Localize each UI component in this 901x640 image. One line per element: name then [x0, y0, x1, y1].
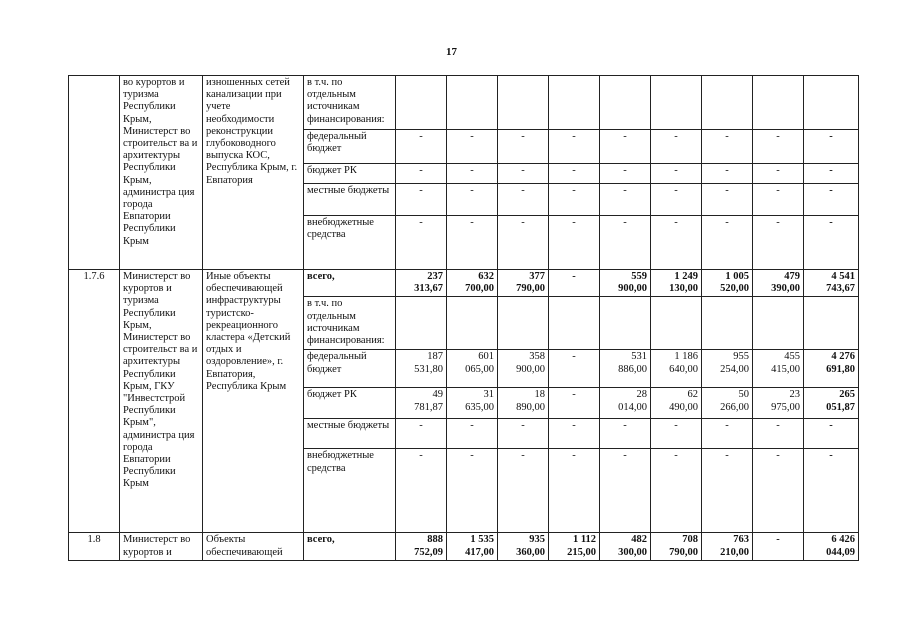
- amount-cell: -: [651, 130, 702, 164]
- table-row: [69, 270, 859, 297]
- amount-cell: [651, 76, 702, 130]
- amount-cell: 18 890,00: [498, 388, 549, 419]
- amount-cell: -: [549, 184, 600, 216]
- table-row: [69, 533, 859, 560]
- funding-source-label: федеральный бюджет: [304, 130, 396, 164]
- amount-cell: 358 900,00: [498, 350, 549, 388]
- object-cell: изношенных сетей канализации при учете необходимости реконструкции глубоководного выпуска КОС, Республика Крым, г. Евпатория: [203, 76, 304, 270]
- amount-cell: -: [651, 216, 702, 270]
- amount-cell: -: [600, 449, 651, 533]
- amount-cell: -: [396, 216, 447, 270]
- amount-cell: -: [549, 164, 600, 184]
- item-number: 1.8: [69, 533, 120, 560]
- amount-cell: -: [396, 449, 447, 533]
- amount-cell: 479 390,00: [753, 270, 804, 297]
- amount-cell: -: [753, 130, 804, 164]
- amount-cell: -: [702, 419, 753, 449]
- amount-cell: -: [549, 449, 600, 533]
- amount-cell: -: [753, 449, 804, 533]
- amount-cell: -: [549, 216, 600, 270]
- page-number: 17: [446, 46, 457, 58]
- amount-cell: 601 065,00: [447, 350, 498, 388]
- amount-cell: -: [804, 164, 859, 184]
- funding-source-label: в т.ч. по отдельным источникам финансирования:: [304, 297, 396, 350]
- funding-source-label: внебюджетные средства: [304, 449, 396, 533]
- funding-source-label: внебюджетные средства: [304, 216, 396, 270]
- amount-cell: [651, 297, 702, 350]
- amount-cell: 4 541 743,67: [804, 270, 859, 297]
- amount-cell: -: [396, 164, 447, 184]
- amount-cell: -: [549, 350, 600, 388]
- amount-cell: -: [753, 184, 804, 216]
- funding-source-label: бюджет РК: [304, 164, 396, 184]
- amount-cell: [498, 76, 549, 130]
- amount-cell: 4 276 691,80: [804, 350, 859, 388]
- amount-cell: -: [447, 184, 498, 216]
- amount-cell: [396, 297, 447, 350]
- amount-cell: 187 531,80: [396, 350, 447, 388]
- amount-cell: -: [651, 449, 702, 533]
- amount-cell: -: [804, 419, 859, 449]
- funding-source-label: местные бюджеты: [304, 419, 396, 449]
- amount-cell: [447, 76, 498, 130]
- amount-cell: 531 886,00: [600, 350, 651, 388]
- amount-cell: 1 005 520,00: [702, 270, 753, 297]
- amount-cell: 935 360,00: [498, 533, 549, 560]
- amount-cell: [804, 297, 859, 350]
- amount-cell: 265 051,87: [804, 388, 859, 419]
- amount-cell: -: [549, 130, 600, 164]
- amount-cell: -: [396, 130, 447, 164]
- amount-cell: [447, 297, 498, 350]
- amount-cell: -: [804, 216, 859, 270]
- table-body: [69, 76, 859, 561]
- amount-cell: 50 266,00: [702, 388, 753, 419]
- amount-cell: -: [498, 164, 549, 184]
- amount-cell: -: [753, 216, 804, 270]
- amount-cell: [549, 297, 600, 350]
- amount-cell: -: [702, 164, 753, 184]
- amount-cell: -: [498, 184, 549, 216]
- amount-cell: [753, 76, 804, 130]
- amount-cell: 23 975,00: [753, 388, 804, 419]
- amount-cell: -: [702, 449, 753, 533]
- executor-cell: Министерст во курортов и: [120, 533, 203, 560]
- executor-cell: во курортов и туризма Республики Крым, Министерст во строительст ва и архитектуры Республики Крым, администра ция города Евпатории Республики Крым: [120, 76, 203, 270]
- amount-cell: [702, 297, 753, 350]
- amount-cell: -: [447, 216, 498, 270]
- amount-cell: -: [447, 164, 498, 184]
- amount-cell: -: [804, 184, 859, 216]
- amount-cell: -: [498, 449, 549, 533]
- amount-cell: [396, 76, 447, 130]
- amount-cell: -: [498, 216, 549, 270]
- amount-cell: -: [549, 270, 600, 297]
- amount-cell: -: [702, 130, 753, 164]
- amount-cell: -: [396, 184, 447, 216]
- amount-cell: 632 700,00: [447, 270, 498, 297]
- amount-cell: -: [600, 419, 651, 449]
- amount-cell: 763 210,00: [702, 533, 753, 560]
- amount-cell: -: [804, 449, 859, 533]
- amount-cell: 455 415,00: [753, 350, 804, 388]
- amount-cell: -: [702, 184, 753, 216]
- amount-cell: -: [549, 419, 600, 449]
- amount-cell: -: [753, 164, 804, 184]
- amount-cell: 377 790,00: [498, 270, 549, 297]
- object-cell: Иные объекты обеспечивающей инфраструктуры туристско-рекреационного кластера «Детский отдых и оздоровление», г. Евпатория, Республика Крым: [203, 270, 304, 533]
- amount-cell: -: [753, 533, 804, 560]
- amount-cell: 31 635,00: [447, 388, 498, 419]
- amount-cell: 708 790,00: [651, 533, 702, 560]
- amount-cell: [549, 76, 600, 130]
- amount-cell: -: [447, 419, 498, 449]
- amount-cell: 1 186 640,00: [651, 350, 702, 388]
- funding-source-label: всего,: [304, 533, 396, 560]
- amount-cell: 1 249 130,00: [651, 270, 702, 297]
- amount-cell: [498, 297, 549, 350]
- amount-cell: [600, 297, 651, 350]
- amount-cell: -: [396, 419, 447, 449]
- amount-cell: 1 535 417,00: [447, 533, 498, 560]
- amount-cell: -: [498, 130, 549, 164]
- amount-cell: -: [600, 130, 651, 164]
- amount-cell: 6 426 044,09: [804, 533, 859, 560]
- amount-cell: [753, 297, 804, 350]
- funding-table: [68, 75, 859, 561]
- item-number: 1.7.6: [69, 270, 120, 533]
- amount-cell: 62 490,00: [651, 388, 702, 419]
- amount-cell: -: [651, 164, 702, 184]
- amount-cell: [600, 76, 651, 130]
- amount-cell: 888 752,09: [396, 533, 447, 560]
- amount-cell: 49 781,87: [396, 388, 447, 419]
- amount-cell: -: [600, 164, 651, 184]
- amount-cell: 482 300,00: [600, 533, 651, 560]
- funding-source-label: федеральный бюджет: [304, 350, 396, 388]
- amount-cell: 955 254,00: [702, 350, 753, 388]
- amount-cell: -: [600, 184, 651, 216]
- funding-source-label: местные бюджеты: [304, 184, 396, 216]
- amount-cell: [804, 76, 859, 130]
- amount-cell: -: [447, 449, 498, 533]
- amount-cell: -: [600, 216, 651, 270]
- amount-cell: -: [549, 388, 600, 419]
- amount-cell: -: [651, 184, 702, 216]
- object-cell: Объекты обеспечивающей: [203, 533, 304, 560]
- amount-cell: 237 313,67: [396, 270, 447, 297]
- funding-source-label: всего,: [304, 270, 396, 297]
- amount-cell: -: [804, 130, 859, 164]
- amount-cell: -: [753, 419, 804, 449]
- table-row: [69, 76, 859, 130]
- amount-cell: [702, 76, 753, 130]
- executor-cell: Министерст во курортов и туризма Республики Крым, Министерст во строительст ва и архитектуры Республики Крым, ГКУ "Инвестстрой Республики Крым", администра ция города Евпатории Республики Крым: [120, 270, 203, 533]
- amount-cell: -: [702, 216, 753, 270]
- funding-source-label: бюджет РК: [304, 388, 396, 419]
- amount-cell: 1 112 215,00: [549, 533, 600, 560]
- item-number: [69, 76, 120, 270]
- amount-cell: 559 900,00: [600, 270, 651, 297]
- amount-cell: 28 014,00: [600, 388, 651, 419]
- amount-cell: -: [651, 419, 702, 449]
- amount-cell: -: [498, 419, 549, 449]
- funding-source-label: в т.ч. по отдельным источникам финансирования:: [304, 76, 396, 130]
- amount-cell: -: [447, 130, 498, 164]
